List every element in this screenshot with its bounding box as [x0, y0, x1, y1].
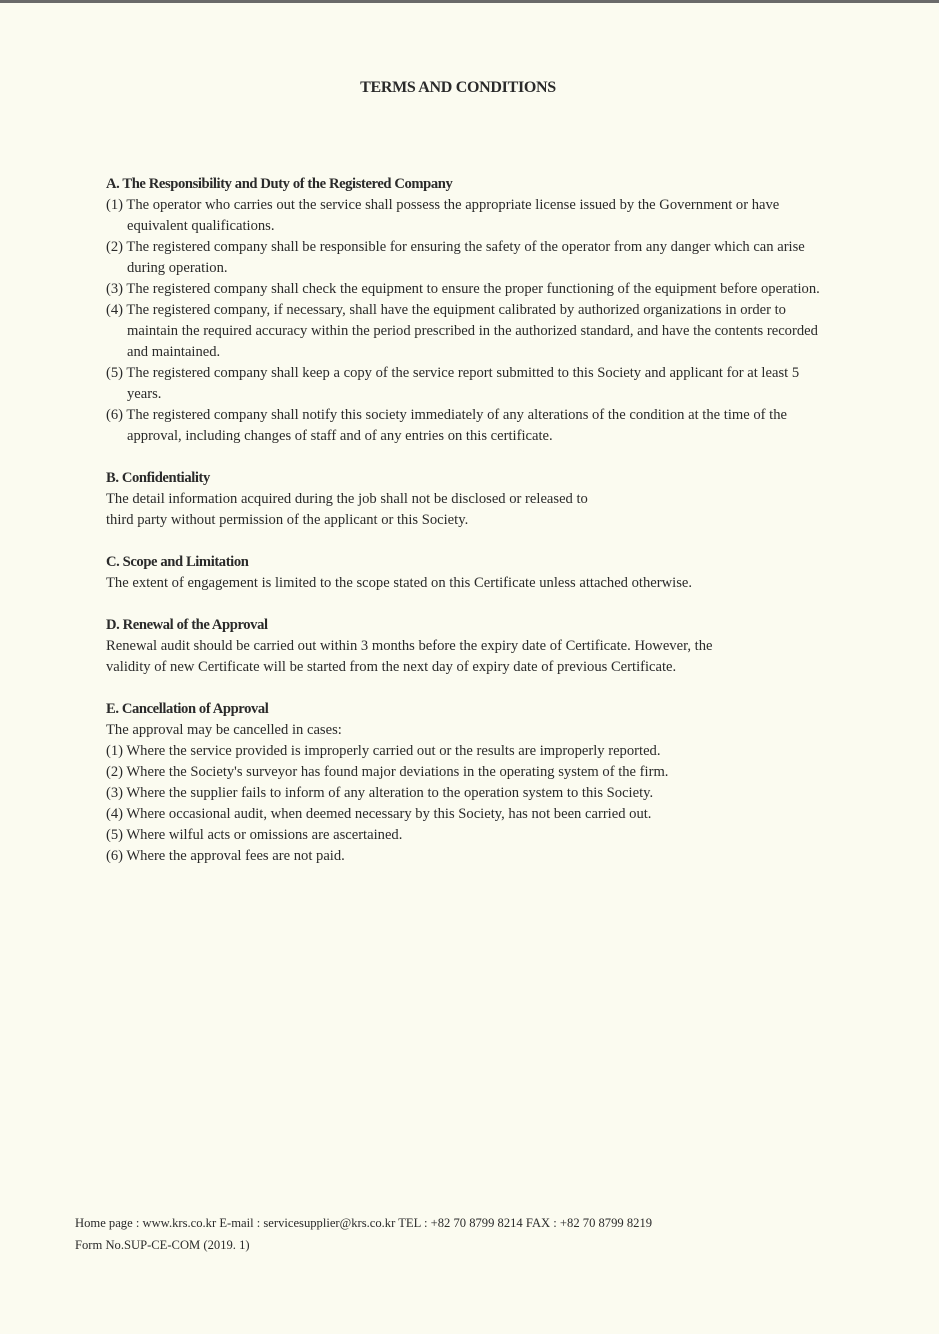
paragraph-line: The approval may be cancelled in cases:: [106, 722, 342, 738]
section-heading: A. The Responsibility and Duty of the Registered Company: [106, 176, 453, 192]
footer-form-number: Form No.SUP-CE-COM (2019. 1): [75, 1238, 250, 1252]
list-item: (6) The registered company shall notify this society immediately of any alterations of the condition at the time of the approval, including changes of staff and of any entries on this certificate.: [106, 407, 787, 444]
paragraph-line: validity of new Certificate will be started from the next day of expiry date of previous Certificate.: [106, 659, 677, 675]
list-item: (5) The registered company shall keep a copy of the service report submitted to this Society and applicant for at least 5 years.: [106, 365, 800, 402]
section-renewal: [106, 615, 826, 678]
footer-contact: Home page : www.krs.co.kr E-mail : servicesupplier@krs.co.kr TEL : +82 70 8799 8214 FAX : +82 70 8799 8219: [75, 1216, 653, 1230]
list-item: (2) The registered company shall be responsible for ensuring the safety of the operator from any danger which can arise during operation.: [106, 239, 805, 276]
paragraph-line: third party without permission of the applicant or this Society.: [106, 512, 469, 528]
list-item: (1) The operator who carries out the service shall possess the appropriate license issued by the Government or have equivalent qualifications.: [106, 197, 780, 234]
section-cancellation: [106, 699, 826, 867]
section-responsibility: [106, 174, 826, 447]
terms-body: [106, 174, 826, 888]
paragraph-line: The extent of engagement is limited to the scope stated on this Certificate unless attached otherwise.: [106, 575, 693, 591]
list-item: (1) Where the service provided is improperly carried out or the results are improperly reported.: [106, 743, 661, 759]
page-footer: [75, 1212, 652, 1256]
list-item: (4) The registered company, if necessary, shall have the equipment calibrated by authorized organizations in order to maintain the required accuracy within the period prescribed in the authorized standard, and have the contents recorded and maintained.: [106, 302, 818, 360]
list-item: (2) Where the Society's surveyor has found major deviations in the operating system of the firm.: [106, 764, 669, 780]
list-item: (6) Where the approval fees are not paid.: [106, 848, 345, 864]
top-border-line: [0, 0, 939, 3]
paragraph-line: The detail information acquired during the job shall not be disclosed or released to: [106, 491, 588, 507]
section-confidentiality: [106, 468, 826, 531]
section-scope: [106, 552, 826, 594]
list-item: (3) Where the supplier fails to inform of any alteration to the operation system to this Society.: [106, 785, 654, 801]
page-title: TERMS AND CONDITIONS: [360, 79, 556, 96]
section-heading: E. Cancellation of Approval: [106, 701, 269, 717]
list-item: (3) The registered company shall check the equipment to ensure the proper functioning of the equipment before operation.: [106, 281, 820, 297]
section-heading: C. Scope and Limitation: [106, 554, 249, 570]
section-heading: B. Confidentiality: [106, 470, 210, 486]
section-heading: D. Renewal of the Approval: [106, 617, 268, 633]
list-item: (5) Where wilful acts or omissions are ascertained.: [106, 827, 403, 843]
paragraph-line: Renewal audit should be carried out within 3 months before the expiry date of Certificate. However, the: [106, 638, 713, 654]
list-item: (4) Where occasional audit, when deemed necessary by this Society, has not been carried out.: [106, 806, 652, 822]
